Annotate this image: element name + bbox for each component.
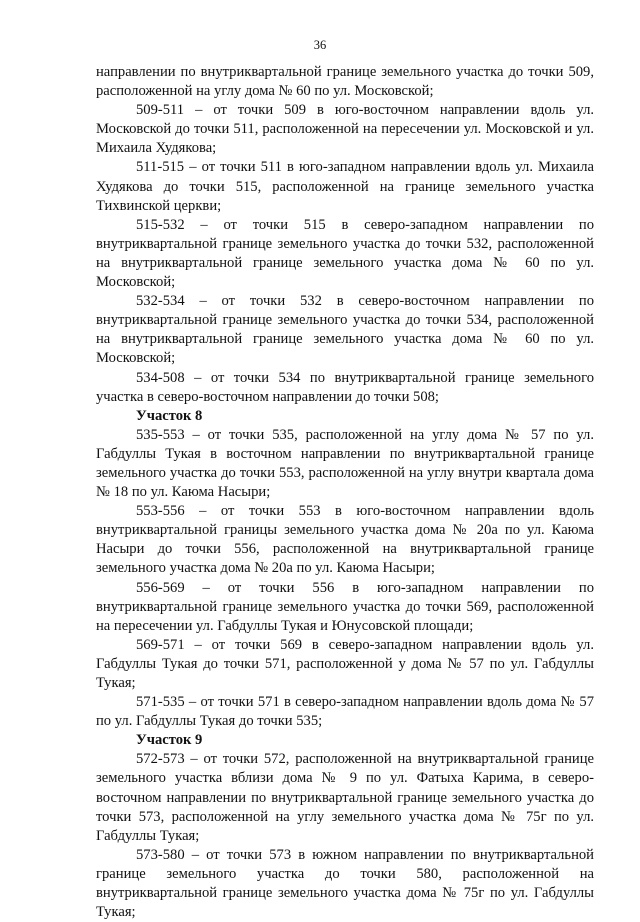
paragraph-553-556: 553-556 – от точки 553 в юго-восточном направлении вдоль внутриквартальной границы земельного участка дома № 20а по ул. Каюма Насыри до точки 556, расположенной на внутриквартальной границе земельного участка дома № 20а по ул. Каюма Насыри; (96, 503, 594, 577)
paragraph-572-573: 572-573 – от точки 572, расположенной на внутриквартальной границе земельного участка вблизи дома № 9 по ул. Фатыха Карима, в северо-восточном направлении по внутриквартальной границе земельного участка до точки 573, расположенной на углу земельного участка дома № 75г по ул. Габдуллы Тукая; (96, 751, 594, 844)
paragraph-511-515: 511-515 – от точки 511 в юго-западном направлении вдоль ул. Михаила Худякова до точки 515, расположенной на границе земельного участка Тихвинской церкви; (96, 159, 594, 214)
paragraph-continuation: направлении по внутриквартальной границе земельного участка до точки 509, расположенной на углу дома № 60 по ул. Московской; (96, 64, 594, 100)
paragraph-534-508: 534-508 – от точки 534 по внутриквартальной границе земельного участка в северо-восточном направлении до точки 508; (96, 369, 594, 405)
paragraph-573-580: 573-580 – от точки 573 в южном направлении по внутриквартальной границе земельного участка до точки 580, расположенной на внутриквартальной границе земельного участка дома № 75г по ул. Габдуллы Тукая; (96, 846, 594, 921)
page-number: 36 (313, 38, 327, 52)
section-heading-8: Участок 8 (136, 407, 203, 424)
paragraph-535-553: 535-553 – от точки 535, расположенной на углу дома № 57 по ул. Габдуллы Тукая в восточном направлении по внутриквартальной границе земельного участка до точки 553, расположенной на углу внутри квартала дома № 18 по ул. Каюма Насыри; (96, 426, 594, 501)
paragraph-515-532: 515-532 – от точки 515 в северо-западном направлении по внутриквартальной границе земельного участка до точки 532, расположенной на внутриквартальной границе земельного участка дома № 60 по ул. Московской; (96, 216, 594, 291)
paragraph-509-511: 509-511 – от точки 509 в юго-восточном направлении вдоль ул. Московской до точки 511, расположенной на пересечении ул. Московской и ул. Михаила Худякова; (96, 102, 594, 157)
document-body (96, 63, 594, 922)
section-heading-9: Участок 9 (136, 732, 203, 749)
paragraph-532-534: 532-534 – от точки 532 в северо-восточном направлении по внутриквартальной границе земельного участка до точки 534, расположенной на внутриквартальной границе земельного участка дома № 60 по ул. Московской; (96, 293, 594, 367)
paragraph-569-571: 569-571 – от точки 569 в северо-западном направлении вдоль ул. Габдуллы Тукая до точки 571, расположенной у дома № 57 по ул. Габдуллы Тукая; (96, 636, 594, 691)
paragraph-556-569: 556-569 – от точки 556 в юго-западном направлении по внутриквартальной границе земельного участка до точки 569, расположенной на пересечении ул. Габдуллы Тукая и Юнусовской площади; (96, 579, 594, 634)
paragraph-571-535: 571-535 – от точки 571 в северо-западном направлении вдоль дома № 57 по ул. Габдуллы Тукая до точки 535; (96, 694, 594, 730)
